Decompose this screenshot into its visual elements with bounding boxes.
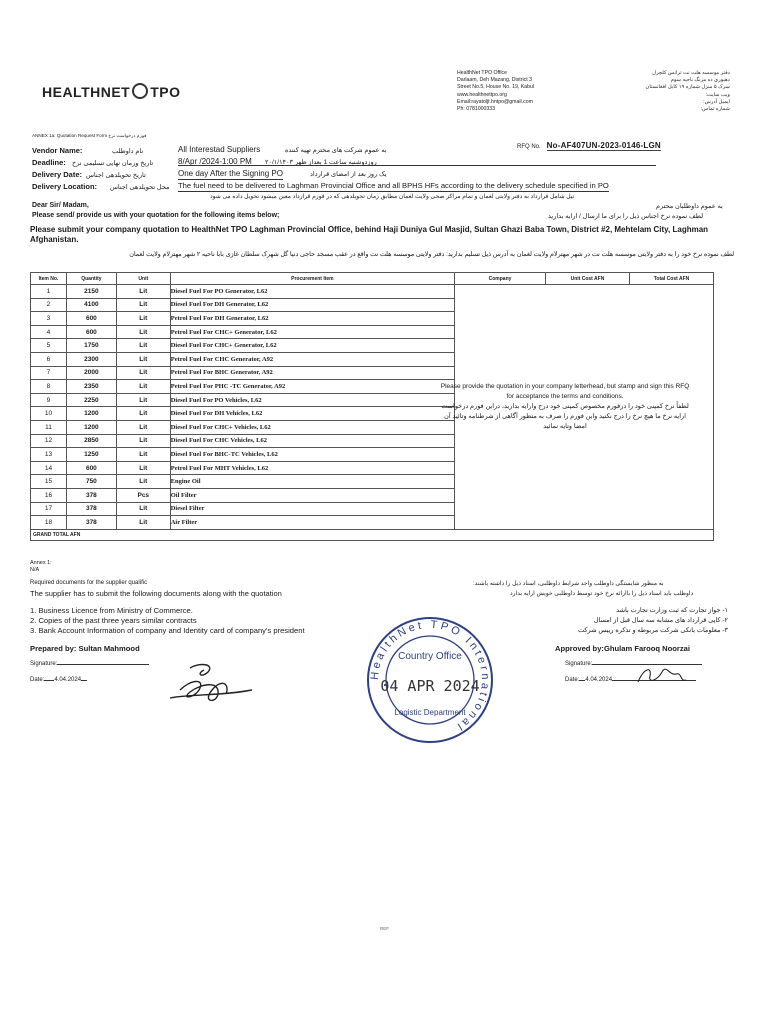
rfq-number: RFQ No. No-AF407UN-2023-0146-LGN — [517, 141, 661, 150]
stamp-date: 04 APR 2024 — [380, 677, 480, 695]
approved-by: Approved by:Ghulam Farooq Noorzai — [555, 644, 691, 653]
required-documents-dari: به منظور شایستگی داوطلب واجد شرایط داوطلبی، اسناد ذیل را داشته باشند: — [473, 581, 664, 587]
unit-cell: Lit — [116, 339, 170, 353]
procurement-item-cell: Diesel Fuel For CHC+ Generator, L62 — [170, 339, 454, 353]
unit-cell: Lit — [116, 352, 170, 366]
prepared-date: Date: 4.04.2024 — [30, 677, 87, 683]
office-address-dari: دفتر موسسه هلت نت ترانس کلچرل دهبوری ده مزنگ ناحیه سوم سرک ۵ منزل شماره ۱۹ کابل افغانستان ویب سایت: ایمیل آدرس: شماره تماس: — [645, 70, 730, 113]
procurement-items-table — [30, 272, 714, 541]
unit-cell: Lit — [116, 366, 170, 380]
procurement-item-cell: Diesel Fuel For CHC+ Vehicles, L62 — [170, 420, 454, 434]
stamp-office: Country Office — [398, 651, 462, 662]
quantity-cell: 600 — [66, 325, 116, 339]
quantity-cell: 4100 — [66, 298, 116, 312]
quantity-cell: 1200 — [66, 407, 116, 421]
item-number-cell: 2 — [31, 298, 67, 312]
col-item-no: Item No. — [31, 273, 67, 285]
unit-cell: Lit — [116, 393, 170, 407]
quotation-note: Please provide the quotation in your company letterhead, but stamp and sign this RFQ for acceptance the terms and conditions. لطفاً نرخ کمپنی خود را درفورم مخصوص کمپنی خود درج وارایه بدارید، دراین فورم درخواست ارایه نرخ ما هیچ نرخ را درج نکنید واین فورم را صرف به منظور آگاهی از شرطنامه وتائید آن امضا وتایه نمائید — [440, 382, 690, 430]
unit-cell: Lit — [116, 298, 170, 312]
prepared-signature-line: Signature: — [30, 661, 149, 667]
quantity-cell: 2150 — [66, 285, 116, 299]
documents-list-dari: ۱- جواز تجارت که ثبت وزارت تجارت باشد ۲- کاپی قرارداد های مشابه سه سال قبل از امسال ۳- معلومات بانکی شرکت مربوطه و تذکره رییس شرکت — [578, 607, 728, 634]
procurement-item-cell: Petrol Fuel For DH Generator, L62 — [170, 312, 454, 326]
document-page: HEALTHNET TPO HealthNet TPO Office Darlaam, Deh Mazang, District 3 Street No.5, House No. 19, Kabul www.healthnettpo.org Email:rayatoljt.hntpo@gmail.com Ph: 0781000333 دفتر موسسه هلت نت ترانس کلچرل دهبوری ده مزنگ ناحیه سوم سرک ۵ منزل شماره ۱۹ کابل افغانستان ویب سایت: ایمیل آدرس: شماره تماس: RFQ No. No-AF407UN-2023-0146-LGN ANNEX 1a: Quotation Request Form فورم درخواست نرخ Vendor Name: نام داوطلب All Interestad Suppliers به عموم شرکت های محترم تهیه کننده Deadline: تاریخ ورمان نهایی تسلیمی نرخ 8/Apr /2024-1:00 PM روزدوشنبه ساعت 1 بعداز ظهر ۲۰/۱/۱۴۰۳ Delivery Date: تاریخ تحویلدهی اجناس One day After the Signing PO یک روز بعد از امضای قرارداد Delivery Location: محل تحویلدهی اجناس The fuel need to be delivered to Laghman Provincial Office and all BPHS HFs according to the delivery schedule specified in PO تیل شامل قرارداد به دفتر ولایتی لغمان و تمام مراکز صحی ولایت لغمان مطابق زمان تحویلدهی که در فورم قرارداد معین میشود تحویل داده می شود Dear Sir/ Madam, Please send/ provide us with your quotation for the following items below; به عموم داوطلبان محترم لطف نموده نرخ اجناس ذیل را برای ما ارسال / ارایه بدارید Please submit your company quotation to HealthNet TPO Laghman Provincial Office, behind Haji Duniya Gul Masjid, Sultan Ghazi Baba Town, District #2, Mehtelam City, Laghman Afghanistan. لطف نموده نرخ خود را به دفتر ولایتی موسسه هلت نت در شهر مهترلام ولایت لغمان به آدرس ذیل تسلیم بدارید: دفتر ولایتی موسسه هلت نت واقع در عقب مسجد حاجی دنیا گل شهرک سلطان غازی بابا ناحیه ۲ شهر مهترلام ولایت لغمان Item No. Quantity Unit Procurement Item Company Unit Cost AFN Total Cost AFN 1 2150 Lit Diesel Fuel For PO Generator, L62 Please provide the quotation in your company letterhead, but stamp and sign this RFQ for acceptance the terms and conditions. لطفاً نرخ کمپنی خود را درفورم مخصوص کمپنی خود درج وارایه بدارید، دراین فورم درخواست ارایه نرخ ما هیچ نرخ را درج نکنید واین فورم را صرف به منظور آگاهی از شرطنامه وتائید آن امضا وتایه نمائید 2 4100 Lit Diesel Fuel For DH Generator, L62 3 600 Lit Petrol Fuel For DH Generator, L62 4 600 Lit Petrol Fuel For CHC+ Generator, L62 5 1750 Lit Diesel Fuel For CHC+ Generator, L62 6 2300 Lit Petrol Fuel For CHC Generator, A92 7 2000 Lit Petrol Fuel For BHC Generator, A92 8 2350 Lit Petrol Fuel For PHC -TC Generator, A92 9 2250 Lit Diesel Fuel For PO Vehicles, L62 10 1200 Lit Diesel Fuel For DH Vehicles, L62 11 1200 Lit Diesel Fuel For CHC+ Vehicles, L62 12 2850 Lit Diesel Fuel For CHC Vehicles, L62 13 1250 Lit Diesel Fuel For BHC-TC Vehicles, L62 14 600 Lit Petrol Fuel For MHT Vehicles, L62 15 750 Lit Engine Oil 16 378 Pcs Oil Filter 17 378 Lit Diesel Filter 18 378 Lit Air Filter GRAND TOTAL AFN Annex 1: N/A Required documents for the supplier qualific The supplier has to submit the following documents along with the quotation به منظور شایستگی داوطلب واجد شرایط داوطلبی، اسناد ذیل را داشته باشند: داوطلب باید اسناد ذیل را باارائه نرخ خود توسط داوطلبی خویش ارایه بدارد 1. Business Licence from Ministry of Commerce. 2. Copies of the past three years similar contracts 3. Bank Account Information of company and Identity card of company's president ۱- جواز تجارت که ثبت وزارت تجارت باشد ۲- کاپی قرارداد های مشابه سه سال قبل از امسال ۳- معلومات بانکی شرکت مربوطه و تذکره رییس شرکت Prepared by: Sultan Mahmood Signature: Date: 4.04.2024 Approved by:Ghulam Farooq Noorzai Signature: Date: 4.04.2024 HealthNet TPO International Country Office 04 APR 2024 Logistic Department REF — [30, 70, 734, 931]
procurement-item-cell: Petrol Fuel For PHC -TC Generator, A92 — [170, 380, 454, 394]
grand-total-row: GRAND TOTAL AFN — [31, 529, 714, 540]
greeting-request-dari: لطف نموده نرخ اجناس ذیل را برای ما ارسال / ارایه بدارید — [548, 213, 704, 220]
quantity-cell: 750 — [66, 475, 116, 489]
unit-cell: Lit — [116, 420, 170, 434]
procurement-item-cell: Petrol Fuel For CHC Generator, A92 — [170, 352, 454, 366]
quotation-note-cell — [440, 285, 714, 530]
item-number-cell: 11 — [31, 420, 67, 434]
greeting-request: Please send/ provide us with your quotation for the following items below; — [32, 212, 280, 219]
unit-cell: Lit — [116, 434, 170, 448]
annex-1: Annex 1: N/A — [30, 560, 52, 573]
table-header-row — [31, 273, 714, 285]
document-item: 1. Business Licence from Ministry of Commerce. — [30, 606, 193, 615]
item-number-cell: 4 — [31, 325, 67, 339]
table-row — [31, 285, 714, 299]
col-procurement-item: Procurement Item — [170, 273, 454, 285]
quantity-cell: 2300 — [66, 352, 116, 366]
quantity-cell: 600 — [66, 312, 116, 326]
official-stamp — [365, 615, 495, 745]
required-documents-title: Required documents for the supplier qualific — [30, 580, 148, 586]
unit-cell: Lit — [116, 475, 170, 489]
procurement-item-cell: Diesel Filter — [170, 502, 454, 516]
footer-mark: REF — [380, 926, 389, 931]
item-number-cell: 15 — [31, 475, 67, 489]
procurement-item-cell: Diesel Fuel For PO Generator, L62 — [170, 285, 454, 299]
submission-instructions-dari: لطف نموده نرخ خود را به دفتر ولایتی موسسه هلت نت در شهر مهترلام ولایت لغمان به آدرس ذیل تسلیم بدارید: دفتر ولایتی موسسه هلت نت واقع در عقب مسجد حاجی دنیا گل شهرک سلطان غازی بابا ناحیه ۲ شهر مهترلام ولایت لغمان — [129, 251, 734, 258]
quantity-cell: 1750 — [66, 339, 116, 353]
item-number-cell: 18 — [31, 516, 67, 530]
quantity-cell: 600 — [66, 461, 116, 475]
unit-cell: Pcs — [116, 488, 170, 502]
item-number-cell: 7 — [31, 366, 67, 380]
unit-cell: Lit — [116, 407, 170, 421]
annex-title: ANNEX 1a: Quotation Request Form فورم درخواست نرخ — [32, 133, 147, 138]
unit-cell: Lit — [116, 461, 170, 475]
prepared-by: Prepared by: Sultan Mahmood — [30, 644, 140, 653]
item-number-cell: 13 — [31, 448, 67, 462]
item-number-cell: 1 — [31, 285, 67, 299]
approved-signature — [630, 660, 690, 690]
approved-date: Date: 4.04.2024 — [565, 677, 696, 683]
procurement-item-cell: Diesel Fuel For DH Vehicles, L62 — [170, 407, 454, 421]
document-item: 2. Copies of the past three years similar contracts — [30, 616, 197, 625]
procurement-item-cell: Diesel Fuel For PO Vehicles, L62 — [170, 393, 454, 407]
greeting: Dear Sir/ Madam, — [32, 202, 89, 209]
quantity-cell: 378 — [66, 516, 116, 530]
procurement-item-cell: Diesel Fuel For CHC Vehicles, L62 — [170, 434, 454, 448]
procurement-item-cell: Petrol Fuel For BHC Generator, A92 — [170, 366, 454, 380]
item-number-cell: 5 — [31, 339, 67, 353]
item-number-cell: 16 — [31, 488, 67, 502]
unit-cell: Lit — [116, 325, 170, 339]
field-underline — [178, 165, 656, 166]
globe-icon — [132, 83, 148, 99]
col-total-cost: Total Cost AFN — [629, 273, 713, 285]
quantity-cell: 378 — [66, 502, 116, 516]
quantity-cell: 2350 — [66, 380, 116, 394]
document-item: 3. Bank Account Information of company and Identity card of company's president — [30, 626, 305, 635]
unit-cell: Lit — [116, 285, 170, 299]
procurement-item-cell: Oil Filter — [170, 488, 454, 502]
quantity-cell: 1250 — [66, 448, 116, 462]
item-number-cell: 10 — [31, 407, 67, 421]
stamp-department: Logistic Department — [394, 708, 466, 717]
stamp-ring-text: HealthNet TPO International — [368, 618, 492, 734]
healthnet-logo: HEALTHNET TPO — [42, 84, 181, 100]
procurement-item-cell: Petrol Fuel For MHT Vehicles, L62 — [170, 461, 454, 475]
item-number-cell: 9 — [31, 393, 67, 407]
col-quantity: Quantity — [66, 273, 116, 285]
greeting-dari: به عموم داوطلبان محترم — [656, 203, 723, 210]
unit-cell: Lit — [116, 312, 170, 326]
procurement-item-cell: Diesel Fuel For DH Generator, L62 — [170, 298, 454, 312]
procurement-item-cell: Engine Oil — [170, 475, 454, 489]
item-number-cell: 6 — [31, 352, 67, 366]
procurement-item-cell: Diesel Fuel For BHC-TC Vehicles, L62 — [170, 448, 454, 462]
quantity-cell: 2000 — [66, 366, 116, 380]
item-number-cell: 17 — [31, 502, 67, 516]
col-unit: Unit — [116, 273, 170, 285]
submission-instructions: Please submit your company quotation to HealthNet TPO Laghman Provincial Office, behind Haji Duniya Gul Masjid, Sultan Ghazi Baba Town, District #2, Mehtelam City, Laghman Afghanistan. — [30, 225, 709, 244]
quantity-cell: 2250 — [66, 393, 116, 407]
col-company: Company — [455, 273, 546, 285]
documents-list — [30, 606, 305, 636]
unit-cell: Lit — [116, 380, 170, 394]
procurement-item-cell: Air Filter — [170, 516, 454, 530]
prepared-signature — [160, 660, 260, 710]
unit-cell: Lit — [116, 516, 170, 530]
quantity-cell: 2850 — [66, 434, 116, 448]
item-number-cell: 12 — [31, 434, 67, 448]
item-number-cell: 8 — [31, 380, 67, 394]
required-documents-dari-2: داوطلب باید اسناد ذیل را باارائه نرخ خود توسط داوطلبی خویش ارایه بدارد — [510, 591, 694, 597]
unit-cell: Lit — [116, 448, 170, 462]
office-address: HealthNet TPO Office Darlaam, Deh Mazang, District 3 Street No.5, House No. 19, Kabul www.healthnettpo.org Email:rayatoljt.hntpo@gmail.com Ph: 0781000333 — [457, 70, 534, 113]
quantity-cell: 1200 — [66, 420, 116, 434]
procurement-item-cell: Petrol Fuel For CHC+ Generator, L62 — [170, 325, 454, 339]
col-unit-cost: Unit Cost AFN — [546, 273, 630, 285]
unit-cell: Lit — [116, 502, 170, 516]
approved-signature-line: Signature: — [565, 661, 702, 667]
item-number-cell: 3 — [31, 312, 67, 326]
required-documents-subtitle: The supplier has to submit the following documents along with the quotation — [30, 589, 282, 598]
quantity-cell: 378 — [66, 488, 116, 502]
item-number-cell: 14 — [31, 461, 67, 475]
